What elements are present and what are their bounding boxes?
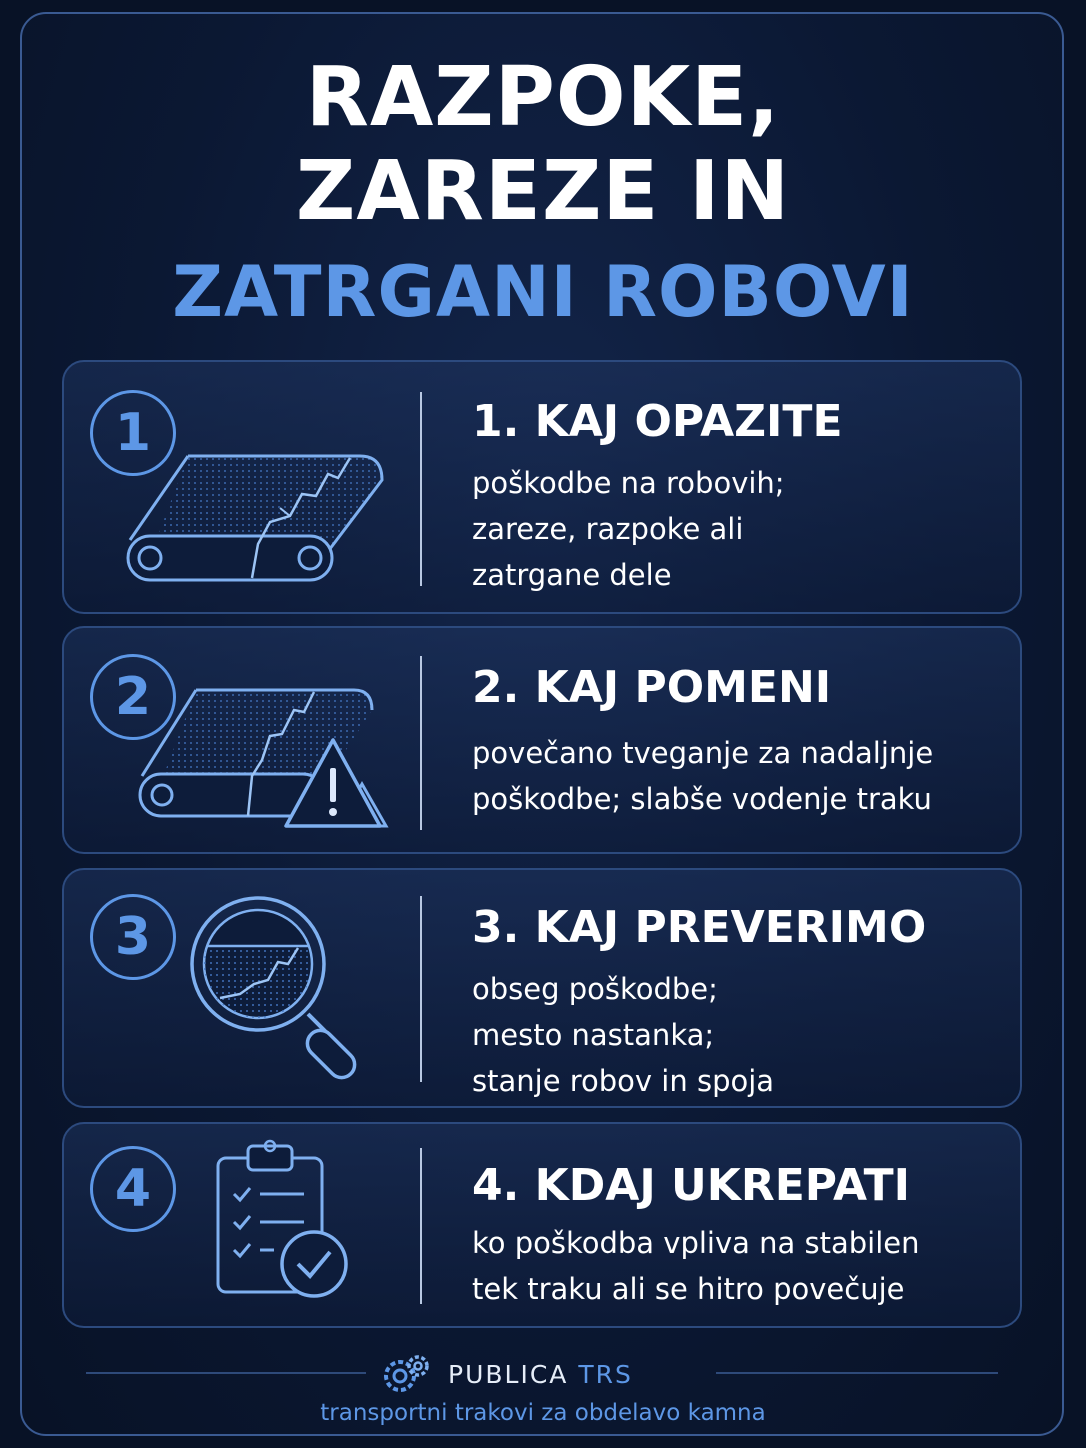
step-card-2	[62, 626, 1022, 854]
step-body-line: ko poškodba vpliva na stabilen	[472, 1226, 920, 1260]
step-card-1	[62, 360, 1022, 614]
step-body-line: tek traku ali se hitro povečuje	[472, 1272, 905, 1306]
gears-logo-icon	[380, 1352, 434, 1396]
step-heading: 4. KDAJ UKREPATI	[472, 1160, 911, 1211]
card-divider	[420, 392, 422, 586]
step-card-3	[62, 868, 1022, 1108]
step-number-badge: 4	[90, 1146, 176, 1232]
step-heading: 1. KAJ OPAZITE	[472, 396, 843, 447]
step-body-line: povečano tveganje za nadaljnje	[472, 736, 934, 770]
step-body-line: stanje robov in spoja	[472, 1064, 775, 1098]
brand-main: PUBLICA	[448, 1359, 569, 1389]
footer-rule-left	[86, 1372, 366, 1374]
tagline: transportni trakovi za obdelavo kamna	[320, 1400, 766, 1426]
card-divider	[420, 656, 422, 830]
magnifier-icon	[190, 888, 380, 1084]
brand-name	[448, 1360, 633, 1389]
footer-rule-right	[716, 1372, 998, 1374]
cracked-belt-icon	[120, 444, 390, 584]
step-body-line: zatrgane dele	[472, 558, 672, 592]
step-card-4	[62, 1122, 1022, 1328]
title-line-1: RAZPOKE,	[305, 50, 781, 145]
title-line-2: ZAREZE IN	[295, 144, 791, 239]
step-body	[472, 460, 785, 598]
step-heading: 2. KAJ POMENI	[472, 662, 832, 713]
step-heading: 3. KAJ PREVERIMO	[472, 902, 927, 953]
step-body-line: poškodbe; slabše vodenje traku	[472, 782, 932, 816]
step-number-badge: 3	[90, 894, 176, 980]
step-body-line: zareze, razpoke ali	[472, 512, 744, 546]
belt-warning-icon	[134, 680, 394, 830]
step-number-badge: 2	[90, 654, 176, 740]
brand-accent: TRS	[578, 1359, 633, 1389]
step-body-line: obseg poškodbe;	[472, 972, 718, 1006]
step-body	[472, 966, 774, 1104]
card-divider	[420, 1148, 422, 1304]
step-body-line: mesto nastanka;	[472, 1018, 715, 1052]
checklist-icon	[214, 1138, 354, 1298]
title-line-3: ZATRGANI ROBOVI	[172, 251, 914, 333]
step-body-line: poškodbe na robovih;	[472, 466, 785, 500]
card-divider	[420, 896, 422, 1082]
step-number-badge: 1	[90, 390, 176, 476]
step-body	[472, 1220, 920, 1312]
step-body	[472, 730, 933, 822]
brand	[380, 1352, 633, 1396]
